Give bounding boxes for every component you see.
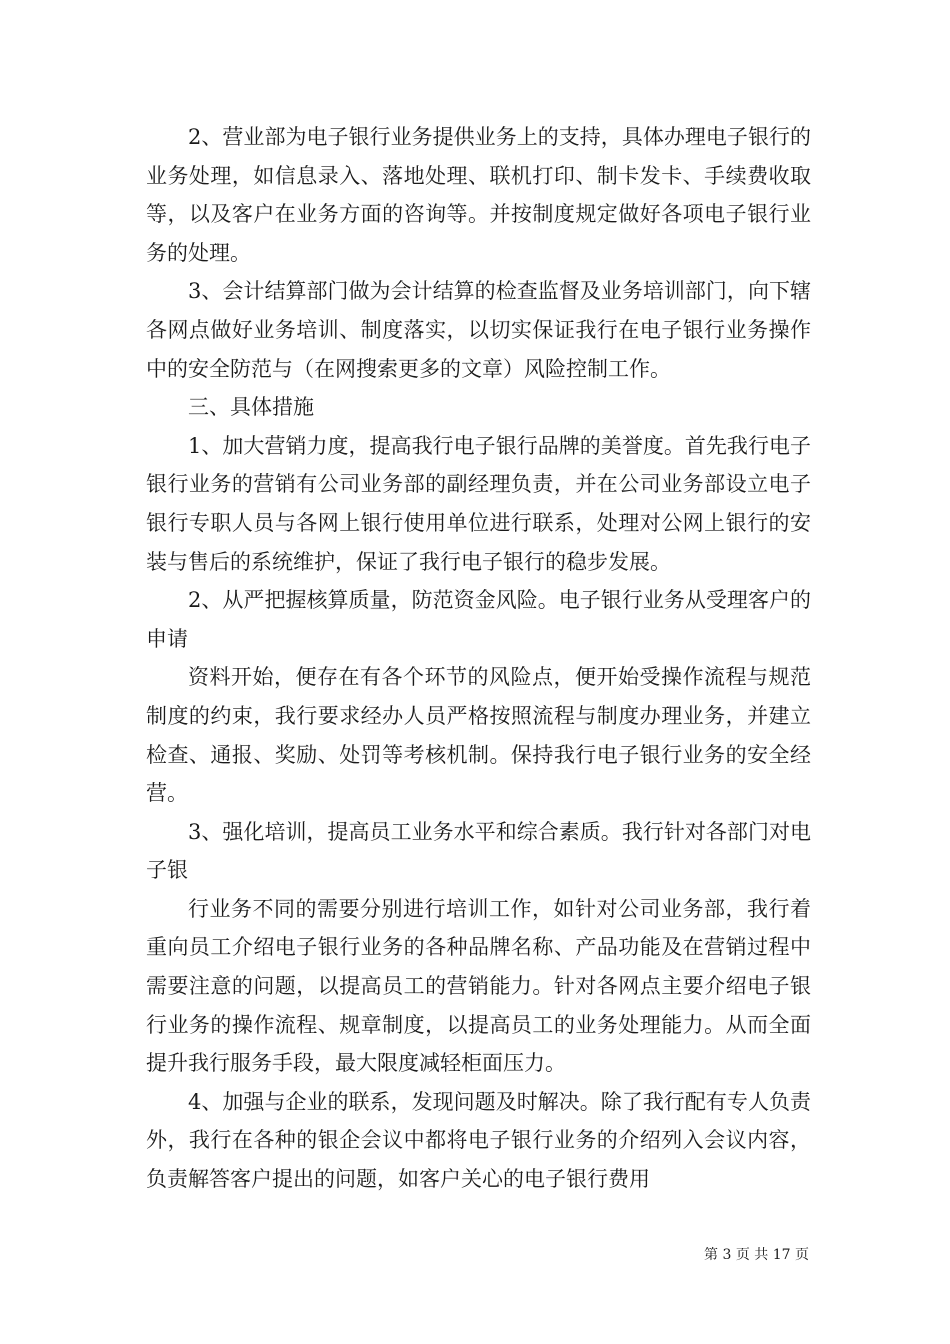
page-number: 第 3 页 共 17 页 [704,1247,809,1263]
document-body [146,118,811,1199]
section-heading: 三、具体措施 [188,395,314,420]
paragraph: 1、加大营销力度，提高我行电子银行品牌的美誉度。首先我行电子银行业务的营销有公司业务部的副经理负责，并在公司业务部设立电子银行专职人员与各网上银行使用单位进行联系，处理对公网上银行的安装与售后的系统维护，保证了我行电子银行的稳步发展。 [146,433,811,574]
paragraph: 2、营业部为电子银行业务提供业务上的支持，具体办理电子银行的业务处理，如信息录入、落地处理、联机打印、制卡发卡、手续费收取等，以及客户在业务方面的咨询等。并按制度规定做好各项电子银行业务的处理。 [146,125,811,265]
paragraph: 3、强化培训，提高员工业务水平和综合素质。我行针对各部门对电子银 [146,819,811,883]
paragraph: 行业务不同的需要分别进行培训工作，如针对公司业务部，我行着重向员工介绍电子银行业务的各种品牌名称、产品功能及在营销过程中需要注意的问题，以提高员工的营销能力。针对各网点主要介绍电子银行业务的操作流程、规章制度，以提高员工的业务处理能力。从而全面提升我行服务手段，最大限度减轻柜面压力。 [146,896,811,1076]
paragraph: 资料开始，便存在有各个环节的风险点，便开始受操作流程与规范制度的约束，我行要求经办人员严格按照流程与制度办理业务，并建立检查、通报、奖励、处罚等考核机制。保持我行电子银行业务的安全经营。 [146,665,811,806]
paragraph: 4、加强与企业的联系，发现问题及时解决。除了我行配有专人负责外，我行在各种的银企会议中都将电子银行业务的介绍列入会议内容，负责解答客户提出的问题，如客户关心的电子银行费用 [146,1089,811,1192]
paragraph: 2、从严把握核算质量，防范资金风险。电子银行业务从受理客户的申请 [146,588,811,651]
paragraph: 3、会计结算部门做为会计结算的检查监督及业务培训部门，向下辖各网点做好业务培训、制度落实，以切实保证我行在电子银行业务操作中的安全防范与（在网搜索更多的文章）风险控制工作。 [146,279,811,381]
